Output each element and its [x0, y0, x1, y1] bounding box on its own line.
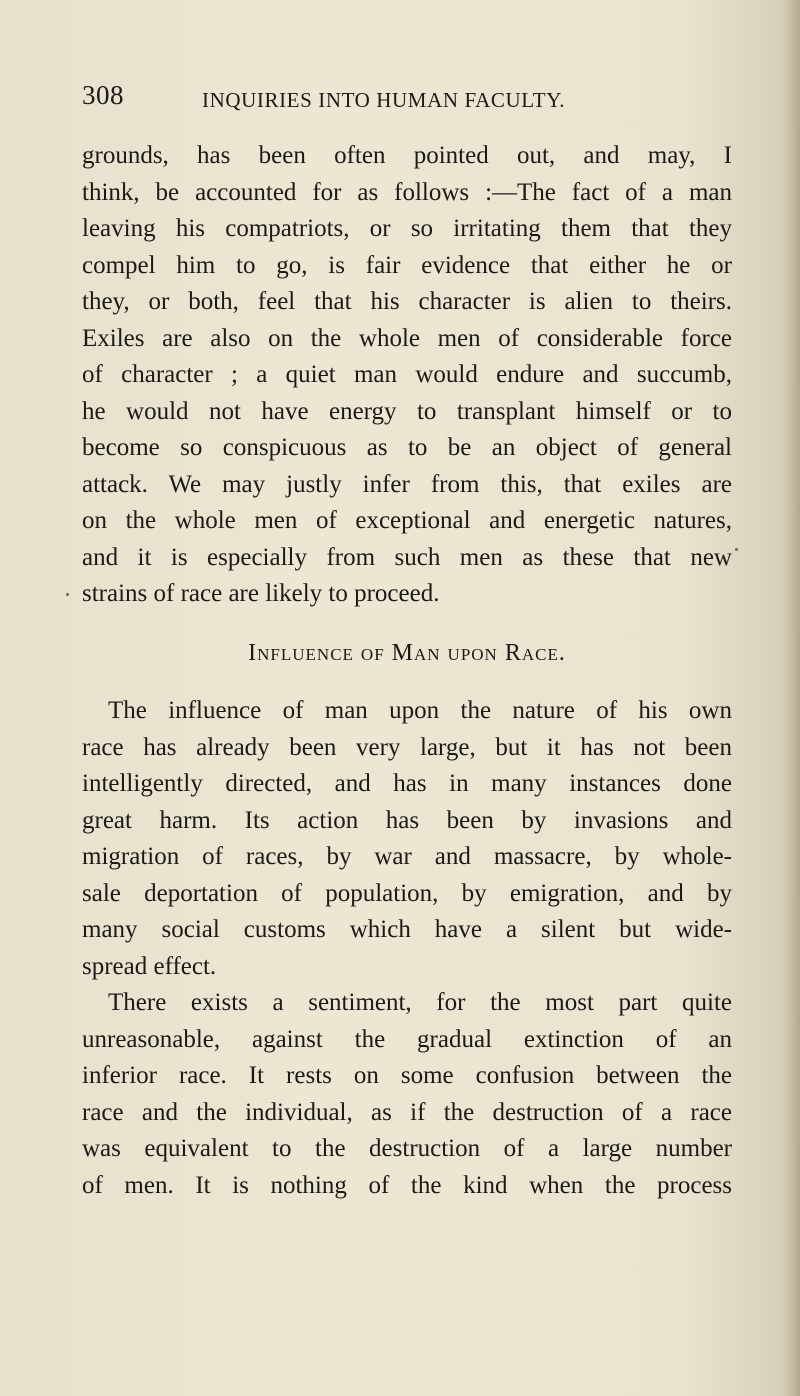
text-line: migration of races, by war and massacre, by whole-	[82, 843, 732, 870]
page-header	[82, 80, 722, 120]
text-line: great harm. Its action has been by invasions and	[82, 806, 732, 834]
text-line: leaving his compatriots, or so irritating them that they	[82, 215, 732, 242]
page-edge-shadow	[786, 0, 800, 1396]
page-number: 308	[82, 80, 124, 110]
text-line: he would not have energy to transplant himself or to	[82, 397, 732, 425]
text-line: Exiles are also on the whole men of considerable force	[82, 324, 732, 352]
text-line: race has already been very large, but it has not been	[82, 733, 732, 761]
text-line: The influence of man upon the nature of his own	[108, 697, 732, 724]
ink-speck	[66, 593, 69, 596]
text-line: think, be accounted for as follows :—The fact of a man	[82, 178, 732, 206]
paragraph-2-and-3	[82, 693, 732, 1204]
running-head: INQUIRIES INTO HUMAN FACULTY.	[202, 88, 566, 112]
text-line: strains of race are likely to proceed.	[82, 580, 440, 607]
text-line: was equivalent to the destruction of a large number	[82, 1135, 732, 1162]
text-line: of men. It is nothing of the kind when the process	[82, 1171, 732, 1199]
section-title: Influence of Man upon Race.	[248, 640, 566, 666]
text-line: compel him to go, is fair evidence that either he or	[82, 251, 732, 279]
text-line: grounds, has been often pointed out, and may, I	[82, 142, 732, 169]
text-line: of character ; a quiet man would endure and succumb,	[82, 361, 732, 388]
text-line: There exists a sentiment, for the most part quite	[108, 989, 732, 1016]
text-line: they, or both, feel that his character is alien to theirs.	[82, 288, 732, 315]
text-line: become so conspicuous as to be an object of general	[82, 434, 732, 461]
text-line: on the whole men of exceptional and energetic natures,	[82, 507, 732, 534]
text-line: unreasonable, against the gradual extinction of an	[82, 1025, 732, 1053]
text-line: intelligently directed, and has in many instances done	[82, 770, 732, 797]
text-line: many social customs which have a silent but wide-	[82, 916, 732, 943]
text-line: sale deportation of population, by emigration, and by	[82, 879, 732, 907]
text-line: attack. We may justly infer from this, that exiles are	[82, 470, 732, 498]
text-line: race and the individual, as if the destruction of a race	[82, 1098, 732, 1126]
text-line: inferior race. It rests on some confusion between the	[82, 1062, 732, 1089]
ink-speck	[735, 548, 738, 551]
text-line: and it is especially from such men as these that new	[82, 543, 732, 571]
text-line: spread effect.	[82, 952, 217, 980]
paragraph-1	[82, 138, 732, 613]
